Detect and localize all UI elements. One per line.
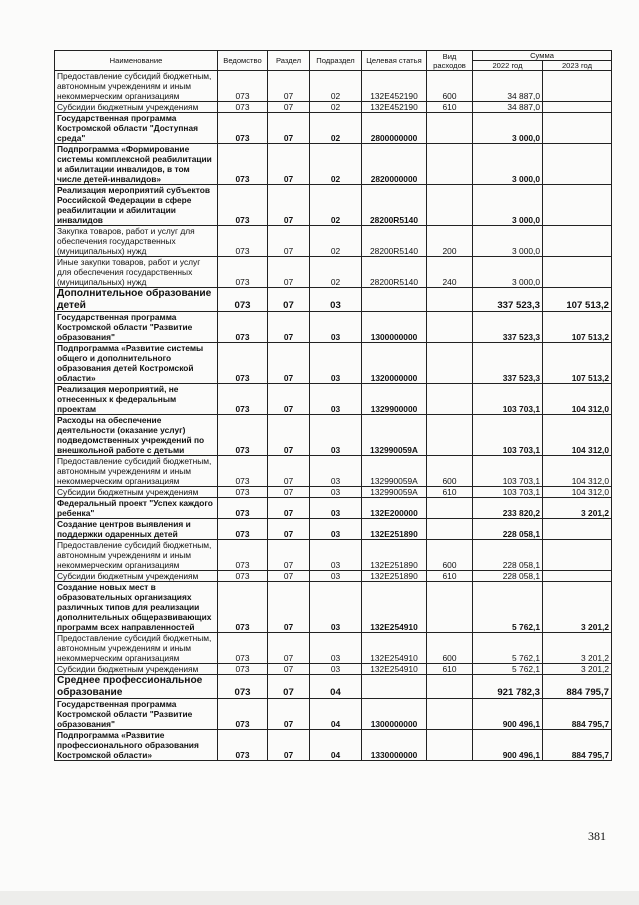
row-target: 132E251890 bbox=[362, 540, 427, 571]
row-subsection: 04 bbox=[310, 699, 362, 730]
table-row bbox=[55, 699, 612, 730]
row-exp-type bbox=[427, 343, 473, 384]
row-target: 132E452190 bbox=[362, 102, 427, 113]
row-sum-2022: 228 058,1 bbox=[473, 519, 543, 540]
row-sum-2022: 228 058,1 bbox=[473, 540, 543, 571]
row-dept: 073 bbox=[218, 571, 268, 582]
row-target: 2820000000 bbox=[362, 144, 427, 185]
row-sum-2023 bbox=[543, 519, 612, 540]
row-exp-type bbox=[427, 730, 473, 761]
row-target bbox=[362, 675, 427, 699]
table-row bbox=[55, 384, 612, 415]
row-section: 07 bbox=[268, 257, 310, 288]
scan-bottom-edge bbox=[0, 891, 639, 905]
row-name: Подпрограмма «Развитие профессионального образования Костромской области» bbox=[55, 730, 218, 761]
budget-table bbox=[54, 50, 612, 761]
row-exp-type bbox=[427, 312, 473, 343]
row-dept: 073 bbox=[218, 113, 268, 144]
row-sum-2022: 5 762,1 bbox=[473, 633, 543, 664]
row-dept: 073 bbox=[218, 519, 268, 540]
row-subsection: 02 bbox=[310, 113, 362, 144]
row-dept: 073 bbox=[218, 343, 268, 384]
row-sum-2022: 900 496,1 bbox=[473, 699, 543, 730]
row-sum-2023 bbox=[543, 571, 612, 582]
table-row bbox=[55, 675, 612, 699]
row-dept: 073 bbox=[218, 633, 268, 664]
row-dept: 073 bbox=[218, 540, 268, 571]
row-sum-2022: 3 000,0 bbox=[473, 144, 543, 185]
row-subsection: 02 bbox=[310, 185, 362, 226]
row-sum-2023: 884 795,7 bbox=[543, 730, 612, 761]
row-subsection: 04 bbox=[310, 730, 362, 761]
row-sum-2023: 104 312,0 bbox=[543, 415, 612, 456]
row-sum-2023: 104 312,0 bbox=[543, 456, 612, 487]
row-section: 07 bbox=[268, 102, 310, 113]
row-name: Подпрограмма «Формирование системы комплексной реабилитации и абилитации инвалидов, в том числе детей-инвалидов» bbox=[55, 144, 218, 185]
row-section: 07 bbox=[268, 487, 310, 498]
row-name: Федеральный проект "Успех каждого ребенка" bbox=[55, 498, 218, 519]
row-target: 132E200000 bbox=[362, 498, 427, 519]
row-sum-2022: 103 703,1 bbox=[473, 384, 543, 415]
table-row bbox=[55, 185, 612, 226]
row-subsection: 03 bbox=[310, 487, 362, 498]
row-name: Субсидии бюджетным учреждениям bbox=[55, 102, 218, 113]
row-sum-2023: 884 795,7 bbox=[543, 675, 612, 699]
row-sum-2022: 3 000,0 bbox=[473, 185, 543, 226]
row-subsection: 03 bbox=[310, 633, 362, 664]
row-subsection: 03 bbox=[310, 540, 362, 571]
table-row bbox=[55, 257, 612, 288]
row-target: 1300000000 bbox=[362, 699, 427, 730]
row-target: 1330000000 bbox=[362, 730, 427, 761]
row-section: 07 bbox=[268, 730, 310, 761]
row-exp-type: 600 bbox=[427, 633, 473, 664]
row-sum-2023: 107 513,2 bbox=[543, 312, 612, 343]
row-subsection: 03 bbox=[310, 571, 362, 582]
row-name: Предоставление субсидий бюджетным, автономным учреждениям и иным некоммерческим организациям bbox=[55, 540, 218, 571]
row-exp-type: 610 bbox=[427, 487, 473, 498]
row-name: Предоставление субсидий бюджетным, автономным учреждениям и иным некоммерческим организациям bbox=[55, 633, 218, 664]
row-sum-2023 bbox=[543, 257, 612, 288]
row-target: 1320000000 bbox=[362, 343, 427, 384]
table-row bbox=[55, 487, 612, 498]
row-name: Реализация мероприятий, не отнесенных к федеральным проектам bbox=[55, 384, 218, 415]
row-exp-type bbox=[427, 699, 473, 730]
row-sum-2022: 900 496,1 bbox=[473, 730, 543, 761]
row-exp-type: 610 bbox=[427, 664, 473, 675]
row-section: 07 bbox=[268, 384, 310, 415]
row-subsection: 03 bbox=[310, 664, 362, 675]
row-exp-type: 240 bbox=[427, 257, 473, 288]
row-target: 2800000000 bbox=[362, 113, 427, 144]
row-name: Государственная программа Костромской области "Развитие образования" bbox=[55, 312, 218, 343]
row-name: Закупка товаров, работ и услуг для обеспечения государственных (муниципальных) нужд bbox=[55, 226, 218, 257]
row-sum-2022: 337 523,3 bbox=[473, 288, 543, 312]
row-target: 1329900000 bbox=[362, 384, 427, 415]
row-sum-2023: 3 201,2 bbox=[543, 633, 612, 664]
row-dept: 073 bbox=[218, 102, 268, 113]
row-section: 07 bbox=[268, 675, 310, 699]
row-sum-2022: 3 000,0 bbox=[473, 257, 543, 288]
row-exp-type bbox=[427, 113, 473, 144]
row-subsection: 03 bbox=[310, 384, 362, 415]
row-dept: 073 bbox=[218, 288, 268, 312]
row-target: 132E251890 bbox=[362, 571, 427, 582]
row-sum-2023: 3 201,2 bbox=[543, 498, 612, 519]
header-sum: Сумма bbox=[473, 51, 612, 61]
table-row bbox=[55, 456, 612, 487]
row-dept: 073 bbox=[218, 487, 268, 498]
row-sum-2022: 337 523,3 bbox=[473, 343, 543, 384]
row-exp-type bbox=[427, 384, 473, 415]
row-sum-2022: 5 762,1 bbox=[473, 664, 543, 675]
row-sum-2023: 3 201,2 bbox=[543, 582, 612, 633]
header-subsection: Подраздел bbox=[310, 51, 362, 71]
row-exp-type: 600 bbox=[427, 540, 473, 571]
row-sum-2022: 34 887,0 bbox=[473, 102, 543, 113]
row-name: Государственная программа Костромской области "Доступная среда" bbox=[55, 113, 218, 144]
row-exp-type bbox=[427, 415, 473, 456]
row-section: 07 bbox=[268, 144, 310, 185]
row-target: 132E254910 bbox=[362, 664, 427, 675]
row-dept: 073 bbox=[218, 664, 268, 675]
row-section: 07 bbox=[268, 288, 310, 312]
row-exp-type bbox=[427, 288, 473, 312]
row-target: 132990059А bbox=[362, 456, 427, 487]
table-row bbox=[55, 102, 612, 113]
row-dept: 073 bbox=[218, 415, 268, 456]
header-name: Наименование bbox=[55, 51, 218, 71]
row-subsection: 02 bbox=[310, 257, 362, 288]
row-subsection: 03 bbox=[310, 312, 362, 343]
row-sum-2022: 34 887,0 bbox=[473, 71, 543, 102]
row-exp-type bbox=[427, 144, 473, 185]
row-sum-2023 bbox=[543, 71, 612, 102]
row-sum-2023 bbox=[543, 226, 612, 257]
header-2022: 2022 год bbox=[473, 61, 543, 71]
row-name: Предоставление субсидий бюджетным, автономным учреждениям и иным некоммерческим организациям bbox=[55, 71, 218, 102]
row-sum-2022: 3 000,0 bbox=[473, 226, 543, 257]
table-row bbox=[55, 498, 612, 519]
row-subsection: 04 bbox=[310, 675, 362, 699]
table-row bbox=[55, 633, 612, 664]
row-name: Иные закупки товаров, работ и услуг для обеспечения государственных (муниципальных) нужд bbox=[55, 257, 218, 288]
row-sum-2023: 104 312,0 bbox=[543, 487, 612, 498]
row-sum-2023: 884 795,7 bbox=[543, 699, 612, 730]
row-name: Предоставление субсидий бюджетным, автономным учреждениям и иным некоммерческим организациям bbox=[55, 456, 218, 487]
row-target: 132990059А bbox=[362, 415, 427, 456]
row-subsection: 03 bbox=[310, 288, 362, 312]
row-dept: 073 bbox=[218, 185, 268, 226]
row-subsection: 02 bbox=[310, 71, 362, 102]
row-exp-type bbox=[427, 675, 473, 699]
row-exp-type bbox=[427, 185, 473, 226]
row-subsection: 03 bbox=[310, 498, 362, 519]
row-target: 28200R5140 bbox=[362, 185, 427, 226]
row-sum-2023: 107 513,2 bbox=[543, 343, 612, 384]
row-target: 132E452190 bbox=[362, 71, 427, 102]
row-name: Дополнительное образование детей bbox=[55, 288, 218, 312]
row-name: Субсидии бюджетным учреждениям bbox=[55, 487, 218, 498]
row-name: Реализация мероприятий субъектов Российской Федерации в сфере реабилитации и абилитации инвалидов bbox=[55, 185, 218, 226]
row-exp-type bbox=[427, 519, 473, 540]
row-section: 07 bbox=[268, 343, 310, 384]
row-target: 28200R5140 bbox=[362, 257, 427, 288]
table-row bbox=[55, 519, 612, 540]
header-section: Раздел bbox=[268, 51, 310, 71]
row-exp-type: 600 bbox=[427, 71, 473, 102]
row-name: Создание новых мест в образовательных организациях различных типов для реализации дополнительных общеразвивающих программ всех направленностей bbox=[55, 582, 218, 633]
row-sum-2022: 233 820,2 bbox=[473, 498, 543, 519]
row-sum-2023 bbox=[543, 144, 612, 185]
table-row bbox=[55, 71, 612, 102]
row-dept: 073 bbox=[218, 226, 268, 257]
row-target: 28200R5140 bbox=[362, 226, 427, 257]
row-sum-2023 bbox=[543, 185, 612, 226]
row-sum-2022: 228 058,1 bbox=[473, 571, 543, 582]
row-exp-type: 200 bbox=[427, 226, 473, 257]
row-subsection: 02 bbox=[310, 226, 362, 257]
header-2023: 2023 год bbox=[543, 61, 612, 71]
row-sum-2023 bbox=[543, 540, 612, 571]
table-row bbox=[55, 312, 612, 343]
row-sum-2022: 103 703,1 bbox=[473, 456, 543, 487]
row-dept: 073 bbox=[218, 675, 268, 699]
row-section: 07 bbox=[268, 664, 310, 675]
row-subsection: 03 bbox=[310, 456, 362, 487]
row-sum-2022: 337 523,3 bbox=[473, 312, 543, 343]
row-exp-type: 610 bbox=[427, 102, 473, 113]
table-row bbox=[55, 288, 612, 312]
table-row bbox=[55, 144, 612, 185]
row-dept: 073 bbox=[218, 730, 268, 761]
row-target: 132E254910 bbox=[362, 582, 427, 633]
row-subsection: 02 bbox=[310, 144, 362, 185]
row-dept: 073 bbox=[218, 498, 268, 519]
table-header-row bbox=[55, 51, 612, 61]
row-section: 07 bbox=[268, 226, 310, 257]
row-dept: 073 bbox=[218, 699, 268, 730]
row-sum-2022: 5 762,1 bbox=[473, 582, 543, 633]
row-target bbox=[362, 288, 427, 312]
row-sum-2022: 103 703,1 bbox=[473, 487, 543, 498]
row-section: 07 bbox=[268, 456, 310, 487]
header-dept: Ведомство bbox=[218, 51, 268, 71]
table-row bbox=[55, 540, 612, 571]
row-subsection: 02 bbox=[310, 102, 362, 113]
row-name: Подпрограмма «Развитие системы общего и дополнительного образования детей Костромской области» bbox=[55, 343, 218, 384]
row-sum-2022: 103 703,1 bbox=[473, 415, 543, 456]
row-dept: 073 bbox=[218, 257, 268, 288]
row-dept: 073 bbox=[218, 582, 268, 633]
row-exp-type: 600 bbox=[427, 456, 473, 487]
header-target: Целевая статья bbox=[362, 51, 427, 71]
table-row bbox=[55, 571, 612, 582]
row-section: 07 bbox=[268, 540, 310, 571]
row-exp-type bbox=[427, 498, 473, 519]
row-section: 07 bbox=[268, 185, 310, 226]
row-target: 132E254910 bbox=[362, 633, 427, 664]
row-name: Субсидии бюджетным учреждениям bbox=[55, 571, 218, 582]
row-dept: 073 bbox=[218, 312, 268, 343]
row-dept: 073 bbox=[218, 456, 268, 487]
row-name: Среднее профессиональное образование bbox=[55, 675, 218, 699]
row-dept: 073 bbox=[218, 71, 268, 102]
row-sum-2023 bbox=[543, 113, 612, 144]
row-section: 07 bbox=[268, 71, 310, 102]
table-body bbox=[55, 71, 612, 761]
row-section: 07 bbox=[268, 113, 310, 144]
row-section: 07 bbox=[268, 312, 310, 343]
row-target: 132E251890 bbox=[362, 519, 427, 540]
header-exp-type: Вид расходов bbox=[427, 51, 473, 71]
row-sum-2022: 921 782,3 bbox=[473, 675, 543, 699]
table-row bbox=[55, 113, 612, 144]
table-row bbox=[55, 664, 612, 675]
row-subsection: 03 bbox=[310, 415, 362, 456]
row-section: 07 bbox=[268, 519, 310, 540]
row-name: Создание центров выявления и поддержки одаренных детей bbox=[55, 519, 218, 540]
row-dept: 073 bbox=[218, 144, 268, 185]
row-sum-2023: 3 201,2 bbox=[543, 664, 612, 675]
row-section: 07 bbox=[268, 633, 310, 664]
table-row bbox=[55, 226, 612, 257]
row-sum-2023: 107 513,2 bbox=[543, 288, 612, 312]
row-sum-2023: 104 312,0 bbox=[543, 384, 612, 415]
row-section: 07 bbox=[268, 415, 310, 456]
table-row bbox=[55, 730, 612, 761]
row-section: 07 bbox=[268, 498, 310, 519]
page-number: 381 bbox=[588, 829, 606, 843]
table-row bbox=[55, 343, 612, 384]
row-name: Государственная программа Костромской области "Развитие образования" bbox=[55, 699, 218, 730]
row-subsection: 03 bbox=[310, 343, 362, 384]
row-exp-type: 610 bbox=[427, 571, 473, 582]
row-subsection: 03 bbox=[310, 519, 362, 540]
row-target: 1300000000 bbox=[362, 312, 427, 343]
row-name: Субсидии бюджетным учреждениям bbox=[55, 664, 218, 675]
row-target: 132990059А bbox=[362, 487, 427, 498]
row-subsection: 03 bbox=[310, 582, 362, 633]
row-exp-type bbox=[427, 582, 473, 633]
row-sum-2022: 3 000,0 bbox=[473, 113, 543, 144]
row-name: Расходы на обеспечение деятельности (оказание услуг) подведомственных учреждений по внешкольной работе с детьми bbox=[55, 415, 218, 456]
row-section: 07 bbox=[268, 571, 310, 582]
row-sum-2023 bbox=[543, 102, 612, 113]
table-row bbox=[55, 415, 612, 456]
row-section: 07 bbox=[268, 699, 310, 730]
row-section: 07 bbox=[268, 582, 310, 633]
row-dept: 073 bbox=[218, 384, 268, 415]
table-row bbox=[55, 582, 612, 633]
